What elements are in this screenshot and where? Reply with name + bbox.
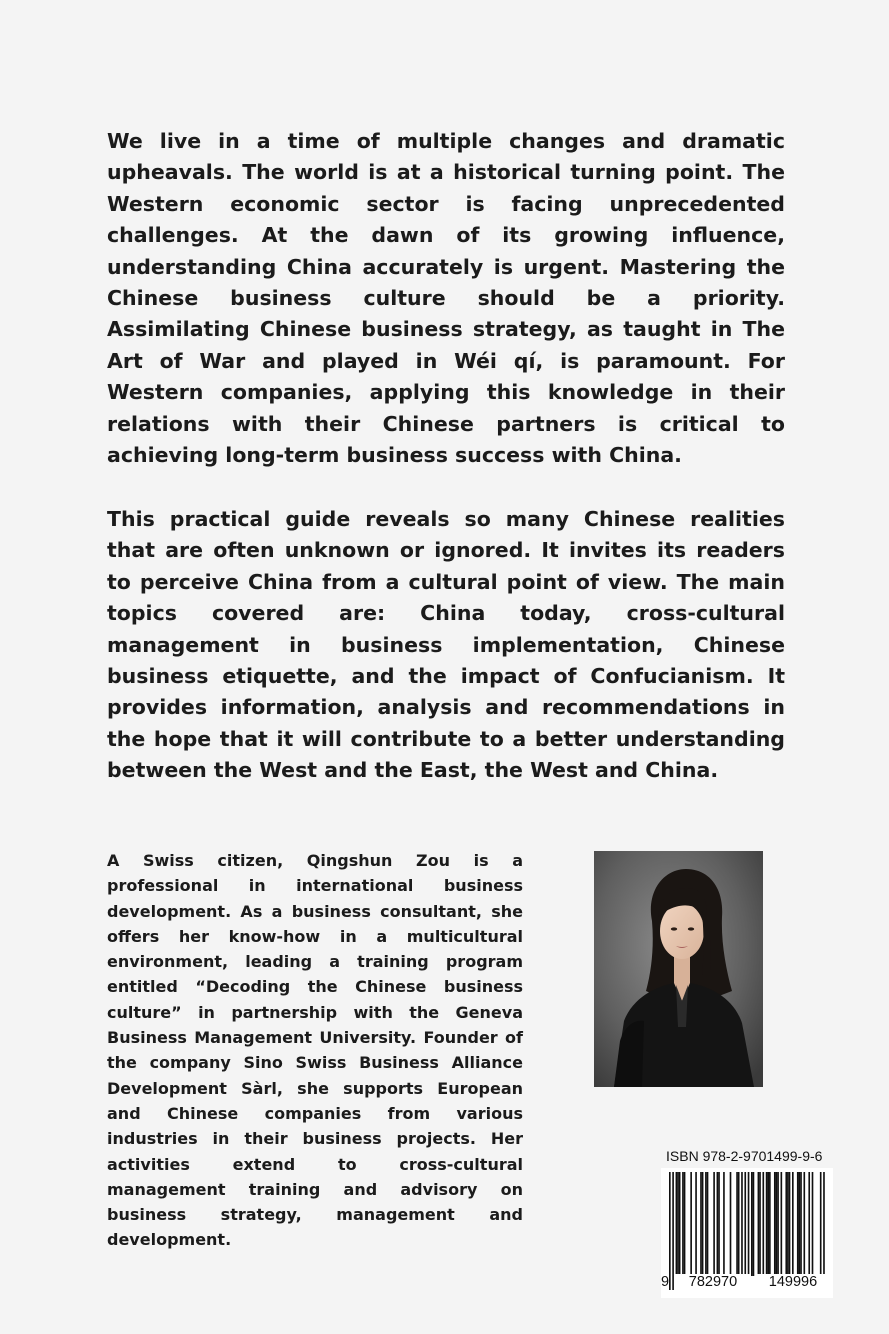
description-paragraph-2: This practical guide reveals so many Chinese realities that are often unknown or ignored. It invites its readers to perceive China from a cultural point of view. The main topics covered are: China today, cross-cultural management in business implementation, Chinese business etiquette, and the impact of Confucianism. It provides information, analysis and recommendations in the hope that it will contribute to a better understanding between the West and the East, the West and China. <box>107 507 785 783</box>
barcode-bar <box>785 1172 787 1276</box>
barcode-digit-group-2: 149996 <box>757 1274 829 1290</box>
barcode-bar <box>762 1172 764 1276</box>
barcode-bar <box>717 1172 719 1276</box>
barcode-bar <box>812 1172 814 1276</box>
barcode-bar <box>777 1172 779 1276</box>
barcode-bar <box>787 1172 789 1276</box>
barcode-bar <box>676 1172 678 1276</box>
barcode-bar <box>797 1172 799 1276</box>
barcode-bar <box>767 1172 769 1276</box>
barcode-bar <box>774 1172 776 1276</box>
author-photo <box>594 851 763 1087</box>
barcode-bar <box>690 1172 692 1276</box>
barcode-bar <box>781 1172 783 1276</box>
barcode-bar <box>751 1172 753 1276</box>
barcode-bar <box>695 1172 697 1276</box>
barcode-bar <box>723 1172 725 1276</box>
barcode-bar <box>713 1172 715 1276</box>
barcode-bar <box>820 1172 822 1290</box>
barcode-bar <box>682 1172 684 1276</box>
barcode-bar <box>789 1172 791 1276</box>
barcode-bar <box>677 1172 679 1276</box>
barcode-bar <box>748 1172 750 1290</box>
isbn-label: ISBN 978-2-9701499-9-6 <box>666 1148 823 1164</box>
barcode-bar <box>741 1172 743 1276</box>
barcode-bar <box>736 1172 738 1276</box>
barcode-bar <box>730 1172 732 1276</box>
author-bio: A Swiss citizen, Qingshun Zou is a professional in international business development. As a business consultant, she offers her know-how in a multicultural environment, leading a training program entitled “Decoding the Chinese business culture” in partnership with the Geneva Business Management University. Founder of the company Sino Swiss Business Alliance Development Sàrl, she supports European and Chinese companies from various industries in their business projects. Her activities extend to cross-cultural management training and advisory on business strategy, management and development. <box>107 851 523 1250</box>
barcode-bar <box>808 1172 810 1276</box>
barcode-bar <box>758 1172 760 1276</box>
barcode-bar <box>669 1172 671 1290</box>
barcode-bar <box>672 1172 674 1290</box>
barcode-bar <box>823 1172 825 1290</box>
barcode-bar <box>753 1172 755 1276</box>
barcode-bar <box>744 1172 746 1290</box>
barcode-bar <box>800 1172 802 1276</box>
barcode-digit-group-1: 782970 <box>675 1274 751 1290</box>
barcode-bar <box>700 1172 702 1276</box>
barcode-bar <box>684 1172 686 1276</box>
description-paragraph-1: We live in a time of multiple changes and dramatic upheavals. The world is at a historical turning point. The Western economic sector is facing unprecedented challenges. At the dawn of its growing influence, understanding China accurately is urgent. Mastering the Chinese business culture should be a priority. Assimilating Chinese business strategy, as taught in The Art of War and played in Wéi qí, is paramount. For Western companies, applying this knowledge in their relations with their Chinese partners is critical to achieving long-term business success with China. <box>107 129 785 468</box>
barcode-bar <box>705 1172 707 1276</box>
barcode-bar <box>718 1172 720 1276</box>
barcode-bar <box>769 1172 771 1276</box>
barcode-bar <box>799 1172 801 1276</box>
barcode-bar <box>738 1172 740 1276</box>
barcode-bar <box>702 1172 704 1276</box>
barcode-bar <box>759 1172 761 1276</box>
barcode-bar <box>766 1172 768 1276</box>
barcode-lead-digit: 9 <box>661 1274 670 1290</box>
barcode-bar <box>776 1172 778 1276</box>
barcode-bar <box>792 1172 794 1276</box>
barcode-bar <box>679 1172 681 1276</box>
barcode-bar <box>707 1172 709 1276</box>
barcode-bar <box>803 1172 805 1276</box>
